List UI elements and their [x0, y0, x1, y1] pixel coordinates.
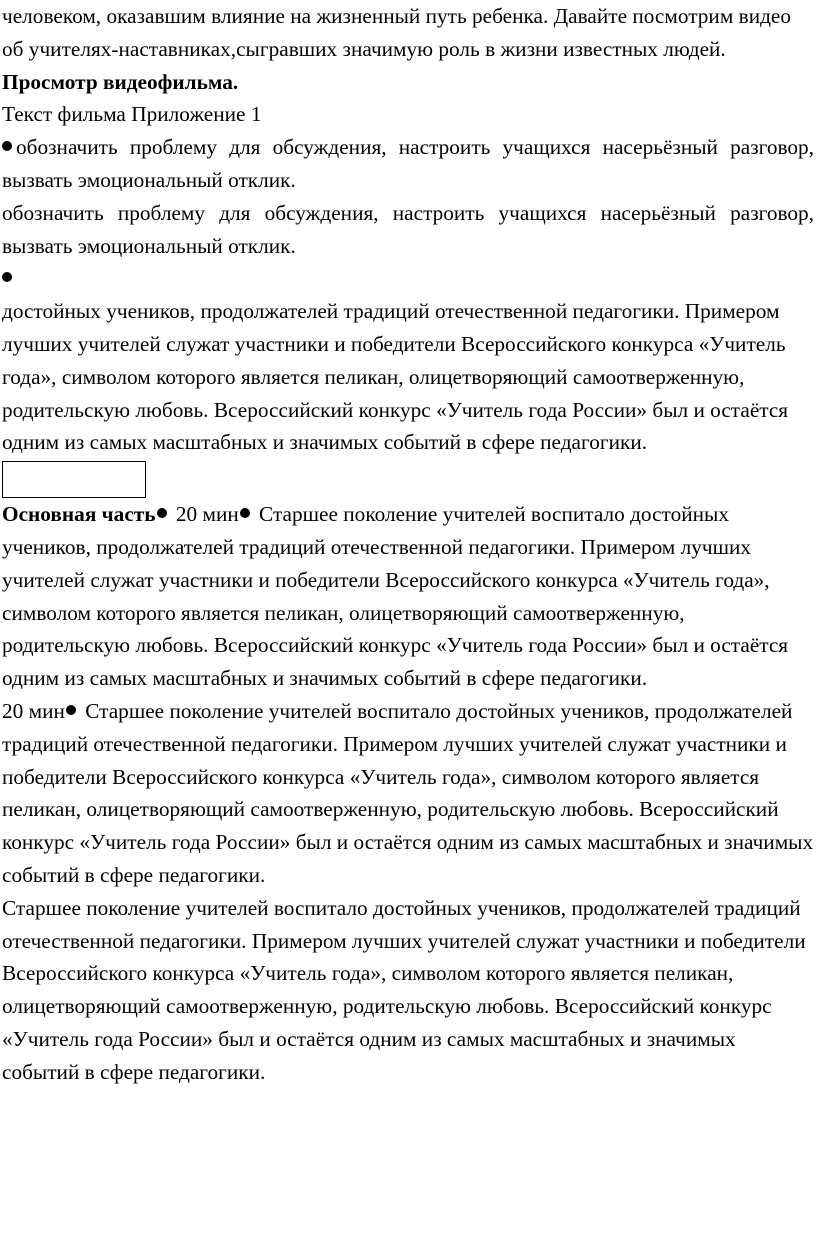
goal-text-1: обозначить проблему для обсуждения, настроить учащихся насерьёзный разговор, вызвать эмоциональный отклик. [2, 135, 814, 192]
teachers-paragraph: достойных учеников, продолжателей традиций отечественной педагогики. Примером лучших учителей служат участники и победители Всероссийского конкурса «Учитель года», символом которого является пеликан, олицетворяющий самоотверженную, родительскую любовь. Всероссийский конкурс «Учитель года России» был и остаётся одним из самых масштабных и значимых событий в сфере педагогики. [2, 299, 789, 455]
bullet-icon [157, 508, 167, 518]
empty-bullet-line [2, 262, 814, 295]
second-block-text: Старшее поколение учителей воспитало достойных учеников, продолжателей традиций отечественной педагогики. Примером лучших учителей служат участники и победители Всероссийского конкурса «Учитель года», символом которого является пеликан, олицетворяющий самоотверженную, родительскую любовь. Всероссийский конкурс «Учитель года России» был и остаётся одним из самых масштабных и значимых событий в сфере педагогики. [2, 698, 814, 887]
main-part-paragraph [2, 498, 814, 695]
duration-2: 20 мин [2, 698, 65, 723]
main-part-text: Старшее поколение учителей воспитало достойных учеников, продолжателей традиций отечественной педагогики. Примером лучших учителей служат участники и победители Всероссийского конкурса «Учитель года», символом которого является пеликан, олицетворяющий самоотверженную, родительскую любовь. Всероссийский конкурс «Учитель года России» был и остаётся одним из самых масштабных и значимых событий в сфере педагогики. [2, 502, 789, 691]
duration-1: 20 мин [170, 502, 239, 527]
empty-table-cell [2, 461, 146, 498]
bullet-icon [66, 705, 76, 715]
bullet-icon [2, 272, 12, 282]
main-part-label: Основная часть [2, 502, 156, 527]
film-text-label: Текст фильма Приложение 1 [2, 102, 262, 127]
intro-paragraph: человеком, оказавшим влияние на жизненный путь ребенка. Давайте посмотрим видео об учителях-наставниках,сыгравших значимую роль в жизни известных людей. [2, 4, 792, 61]
document-page [2, 0, 814, 1089]
third-block-paragraph: Старшее поколение учителей воспитало достойных учеников, продолжателей традиций отечественной педагогики. Примером лучших учителей служат участники и победители Всероссийского конкурса «Учитель года», символом которого является пеликан, олицетворяющий самоотверженную, родительскую любовь. Всероссийский конкурс «Учитель года России» был и остаётся одним из самых масштабных и значимых событий в сфере педагогики. [2, 895, 806, 1084]
bullet-icon [240, 508, 250, 518]
video-heading: Просмотр видеофильма. [2, 69, 239, 94]
bullet-icon [2, 141, 12, 151]
second-block-paragraph [2, 695, 814, 892]
goal-paragraph: обозначить проблему для обсуждения, настроить учащихся насерьёзный разговор, вызвать эмоциональный отклик. [2, 200, 814, 258]
goal-paragraph-bulleted [2, 131, 814, 197]
